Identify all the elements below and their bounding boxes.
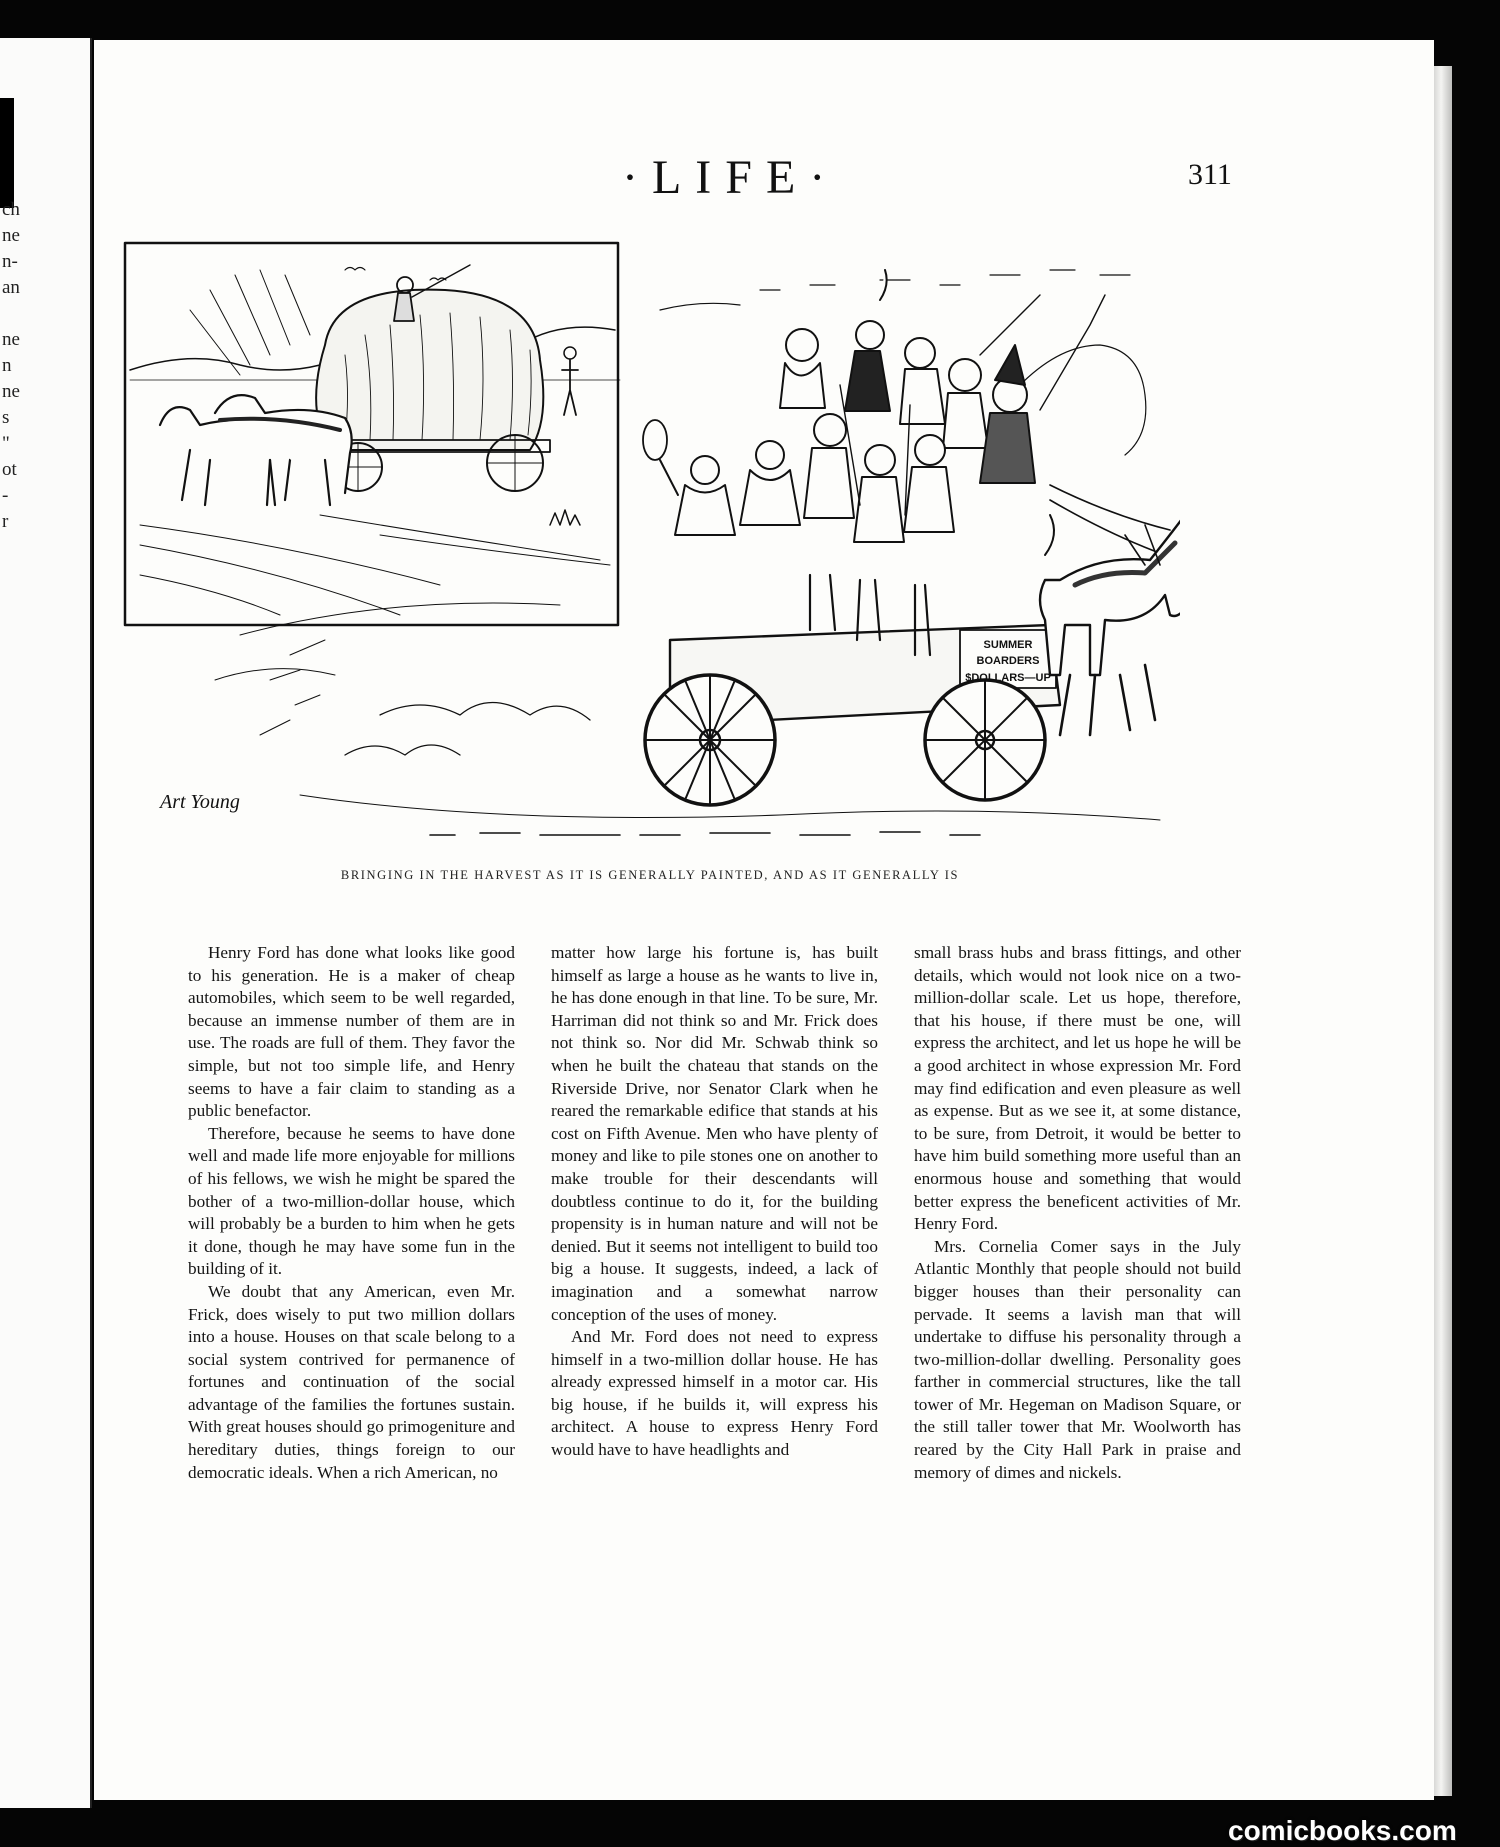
paragraph: small brass hubs and brass fittings, and other details, which would not look nice on a two-million-dollar scale. Let us hope, therefore, that his house, if there must be one, will express the architect, and let us hope he will be a good architect in whose expression Mr. Ford may find edification and even pleasure as well as expense. But as we see it, at some distance, to be sure, from Detroit, it would be better to have him build something more useful than an enormous house and something that would better express the beneficent activities of Mr. Henry Ford. — [914, 943, 1241, 1234]
prev-page-fragment: - — [2, 485, 9, 506]
wagon-wheel-front — [925, 680, 1045, 800]
prev-page-fragment: ne — [2, 329, 20, 350]
prev-page-fragment: r — [2, 511, 9, 532]
prev-page-fragment: an — [2, 277, 20, 298]
prev-page-fragment: n — [2, 355, 12, 376]
prev-page-fragment: ne — [2, 381, 20, 402]
prev-page-fragment: ne — [2, 225, 20, 246]
page-number: 311 — [1188, 158, 1232, 191]
prev-page-fragment: s — [2, 407, 10, 428]
watermark-logo: comicbooks.com — [1228, 1815, 1457, 1846]
inset-painting — [125, 243, 620, 625]
horses — [1040, 515, 1180, 735]
page-stack-edge — [1434, 66, 1452, 1796]
prev-page-fragment: " — [2, 433, 10, 454]
harvest-cartoon — [120, 235, 1180, 850]
paragraph: Mrs. Cornelia Comer says in the July Atlantic Monthly that people should not build bigger houses than their personality can pervade. It seems a lavish man that will undertake to diffuse his personality through a two-million-dollar dwelling. Personality goes farther in commercial structures, like the tall tower of Mr. Hegeman on Madison Square, or the still taller tower that Mr. Woolworth has reared by the City Hall Park in praise and memory of dimes and nickels. — [914, 1236, 1241, 1482]
paragraph: And Mr. Ford does not need to express himself in a two-million dollar house. He has already expressed himself in a motor car. His big house, if he builds it, will express his architect. A house to express Henry Ford would have to have headlights and — [551, 1327, 878, 1460]
article-column-2 — [551, 942, 878, 1462]
previous-page-edge — [0, 38, 92, 1808]
paragraph: We doubt that any American, even Mr. Frick, does wisely to put two million dollars into a house. Houses on that scale belong to a social system contrived for permanence of fortunes and continuation of the social advantage of the families the fortunes sustain. With great houses should go primogeniture and hereditary duties, things foreign to our democratic ideals. When a rich American, no — [188, 1281, 515, 1482]
sign-line-3: $DOLLARS—UP — [965, 672, 1051, 684]
artist-signature: Art Young — [160, 791, 240, 813]
binding-clip — [0, 98, 14, 208]
masthead-title: ·LIFE· — [622, 151, 840, 204]
prev-page-fragment: ch — [2, 199, 20, 220]
sign-line-1: SUMMER — [983, 639, 1033, 651]
article-column-1 — [188, 942, 515, 1484]
wagon-wheel-rear — [645, 675, 775, 805]
article-column-3 — [914, 942, 1241, 1484]
prev-page-fragment: n- — [2, 251, 18, 272]
prev-page-fragment: ot — [2, 459, 17, 480]
sign-line-2: BOARDERS — [976, 655, 1040, 667]
paragraph: Therefore, because he seems to have done well and made life more enjoyable for millions of his fellows, we wish he might be spared the bother of a two-million-dollar house, which will probably be a burden to him when he gets it done, though he may have some fun in the building of it. — [188, 1123, 515, 1279]
paragraph: Henry Ford has done what looks like good to his generation. He is a maker of cheap automobiles, which seem to be well regarded, because an immense number of them are in use. The roads are full of them. They favor the simple, but not too simple life, and Henry seems to have a fair claim to standing as a public benefactor. — [188, 943, 515, 1121]
paragraph: matter how large his fortune is, has built himself as large a house as he wants to live in, he has done enough in that line. To be sure, Mr. Harriman did not think so and Mr. Frick does not think so. Nor did Mr. Schwab think so when he built the chateau that stands on the Riverside Drive, nor Senator Clark when he reared the remarkable edifice that stands at his cost on Fifth Avenue. Men who have plenty of money and like to pile stones one on another to make trouble for their descendants will doubtless continue to do it, for the building propensity is in human nature and will not be denied. But it seems not intelligent to build too big a house. It suggests, indeed, a lack of imagination and a somewhat narrow conception of the uses of money. — [551, 943, 878, 1324]
illustration-caption: BRINGING IN THE HARVEST AS IT IS GENERALLY PAINTED, AND AS IT GENERALLY IS — [340, 868, 960, 882]
